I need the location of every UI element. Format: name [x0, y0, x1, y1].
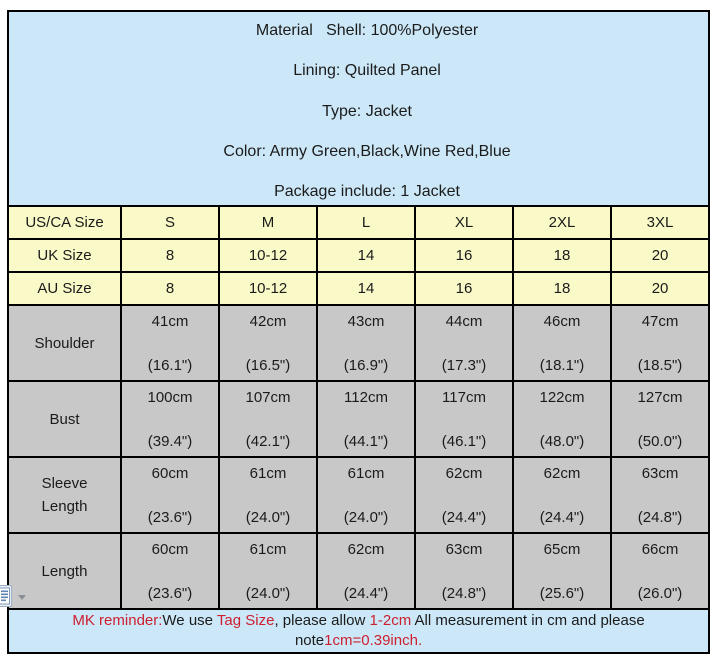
measure-row-label: Bust	[8, 381, 121, 457]
product-info-cell	[8, 11, 709, 206]
measure-cell: 61cm (24.0")	[219, 533, 317, 609]
size-col-header: S	[121, 206, 219, 239]
size-col-header: XL	[415, 206, 513, 239]
measure-cell: 60cm (23.6")	[121, 533, 219, 609]
note-segment: 1-2cm	[369, 612, 412, 629]
measure-cell: 61cm (24.0")	[219, 457, 317, 533]
size-cell: 10-12	[219, 272, 317, 305]
measure-cell: 43cm (16.9")	[317, 305, 415, 381]
measure-cell: 122cm (48.0")	[513, 381, 611, 457]
size-cell: 8	[121, 272, 219, 305]
size-cell: 18	[513, 272, 611, 305]
size-cell: 10-12	[219, 239, 317, 272]
product-info-color: Color: Army Green,Black,Wine Red,Blue	[223, 142, 511, 160]
measure-cell: 63cm (24.8")	[611, 457, 709, 533]
note-segment: , please allow	[274, 612, 370, 629]
size-cell: 14	[317, 272, 415, 305]
measure-cell: 41cm (16.1")	[121, 305, 219, 381]
note-segment: Tag Size	[216, 612, 275, 629]
measure-cell: 42cm (16.5")	[219, 305, 317, 381]
measure-cell: 47cm (18.5")	[611, 305, 709, 381]
measure-cell: 112cm (44.1")	[317, 381, 415, 457]
size-header-label: US/CA Size	[8, 206, 121, 239]
size-chart-table	[7, 10, 710, 654]
measure-row-label: Sleeve Length	[8, 457, 121, 533]
size-row-label: UK Size	[8, 239, 121, 272]
measure-cell: 60cm (23.6")	[121, 457, 219, 533]
measure-cell: 61cm (24.0")	[317, 457, 415, 533]
note-segment: We use	[162, 612, 217, 629]
measure-cell: 66cm (26.0")	[611, 533, 709, 609]
measure-cell: 63cm (24.8")	[415, 533, 513, 609]
size-col-header: 2XL	[513, 206, 611, 239]
size-col-header: M	[219, 206, 317, 239]
paste-options-icon	[0, 584, 14, 609]
length-row	[8, 533, 709, 609]
sleeve-length-row	[8, 457, 709, 533]
size-cell: 18	[513, 239, 611, 272]
product-info-lining: Lining: Quilted Panel	[293, 62, 441, 80]
uk-size-row	[8, 239, 709, 272]
measure-cell: 127cm (50.0")	[611, 381, 709, 457]
measure-cell: 44cm (17.3")	[415, 305, 513, 381]
chevron-down-icon	[18, 595, 26, 600]
bust-row	[8, 381, 709, 457]
size-row-label: AU Size	[8, 272, 121, 305]
measure-row-label: Length	[8, 533, 121, 609]
measure-cell: 65cm (25.6")	[513, 533, 611, 609]
paste-options-button[interactable]	[0, 583, 31, 609]
size-cell: 8	[121, 239, 219, 272]
measure-cell: 46cm (18.1")	[513, 305, 611, 381]
note-segment: 1cm=0.39inch.	[324, 632, 423, 649]
measure-cell: 62cm (24.4")	[317, 533, 415, 609]
product-info-material: Material Shell: 100%Polyester	[255, 22, 479, 39]
au-size-row	[8, 272, 709, 305]
size-cell: 16	[415, 239, 513, 272]
measure-cell: 100cm (39.4")	[121, 381, 219, 457]
size-cell: 20	[611, 239, 709, 272]
size-col-header: 3XL	[611, 206, 709, 239]
size-cell: 20	[611, 272, 709, 305]
product-info-package: Package include: 1 Jacket	[274, 183, 460, 200]
size-cell: 14	[317, 239, 415, 272]
measure-cell: 107cm (42.1")	[219, 381, 317, 457]
measure-cell: 117cm (46.1")	[415, 381, 513, 457]
size-col-header: L	[317, 206, 415, 239]
note-segment: All measurement in cm and please note	[294, 612, 649, 649]
measure-cell: 62cm (24.4")	[513, 457, 611, 533]
note-segment: MK reminder:	[72, 612, 163, 629]
reminder-note	[8, 609, 709, 653]
measure-cell: 62cm (24.4")	[415, 457, 513, 533]
measure-row-label: Shoulder	[8, 305, 121, 381]
size-cell: 16	[415, 272, 513, 305]
shoulder-row	[8, 305, 709, 381]
product-info-type: Type: Jacket	[322, 102, 412, 120]
